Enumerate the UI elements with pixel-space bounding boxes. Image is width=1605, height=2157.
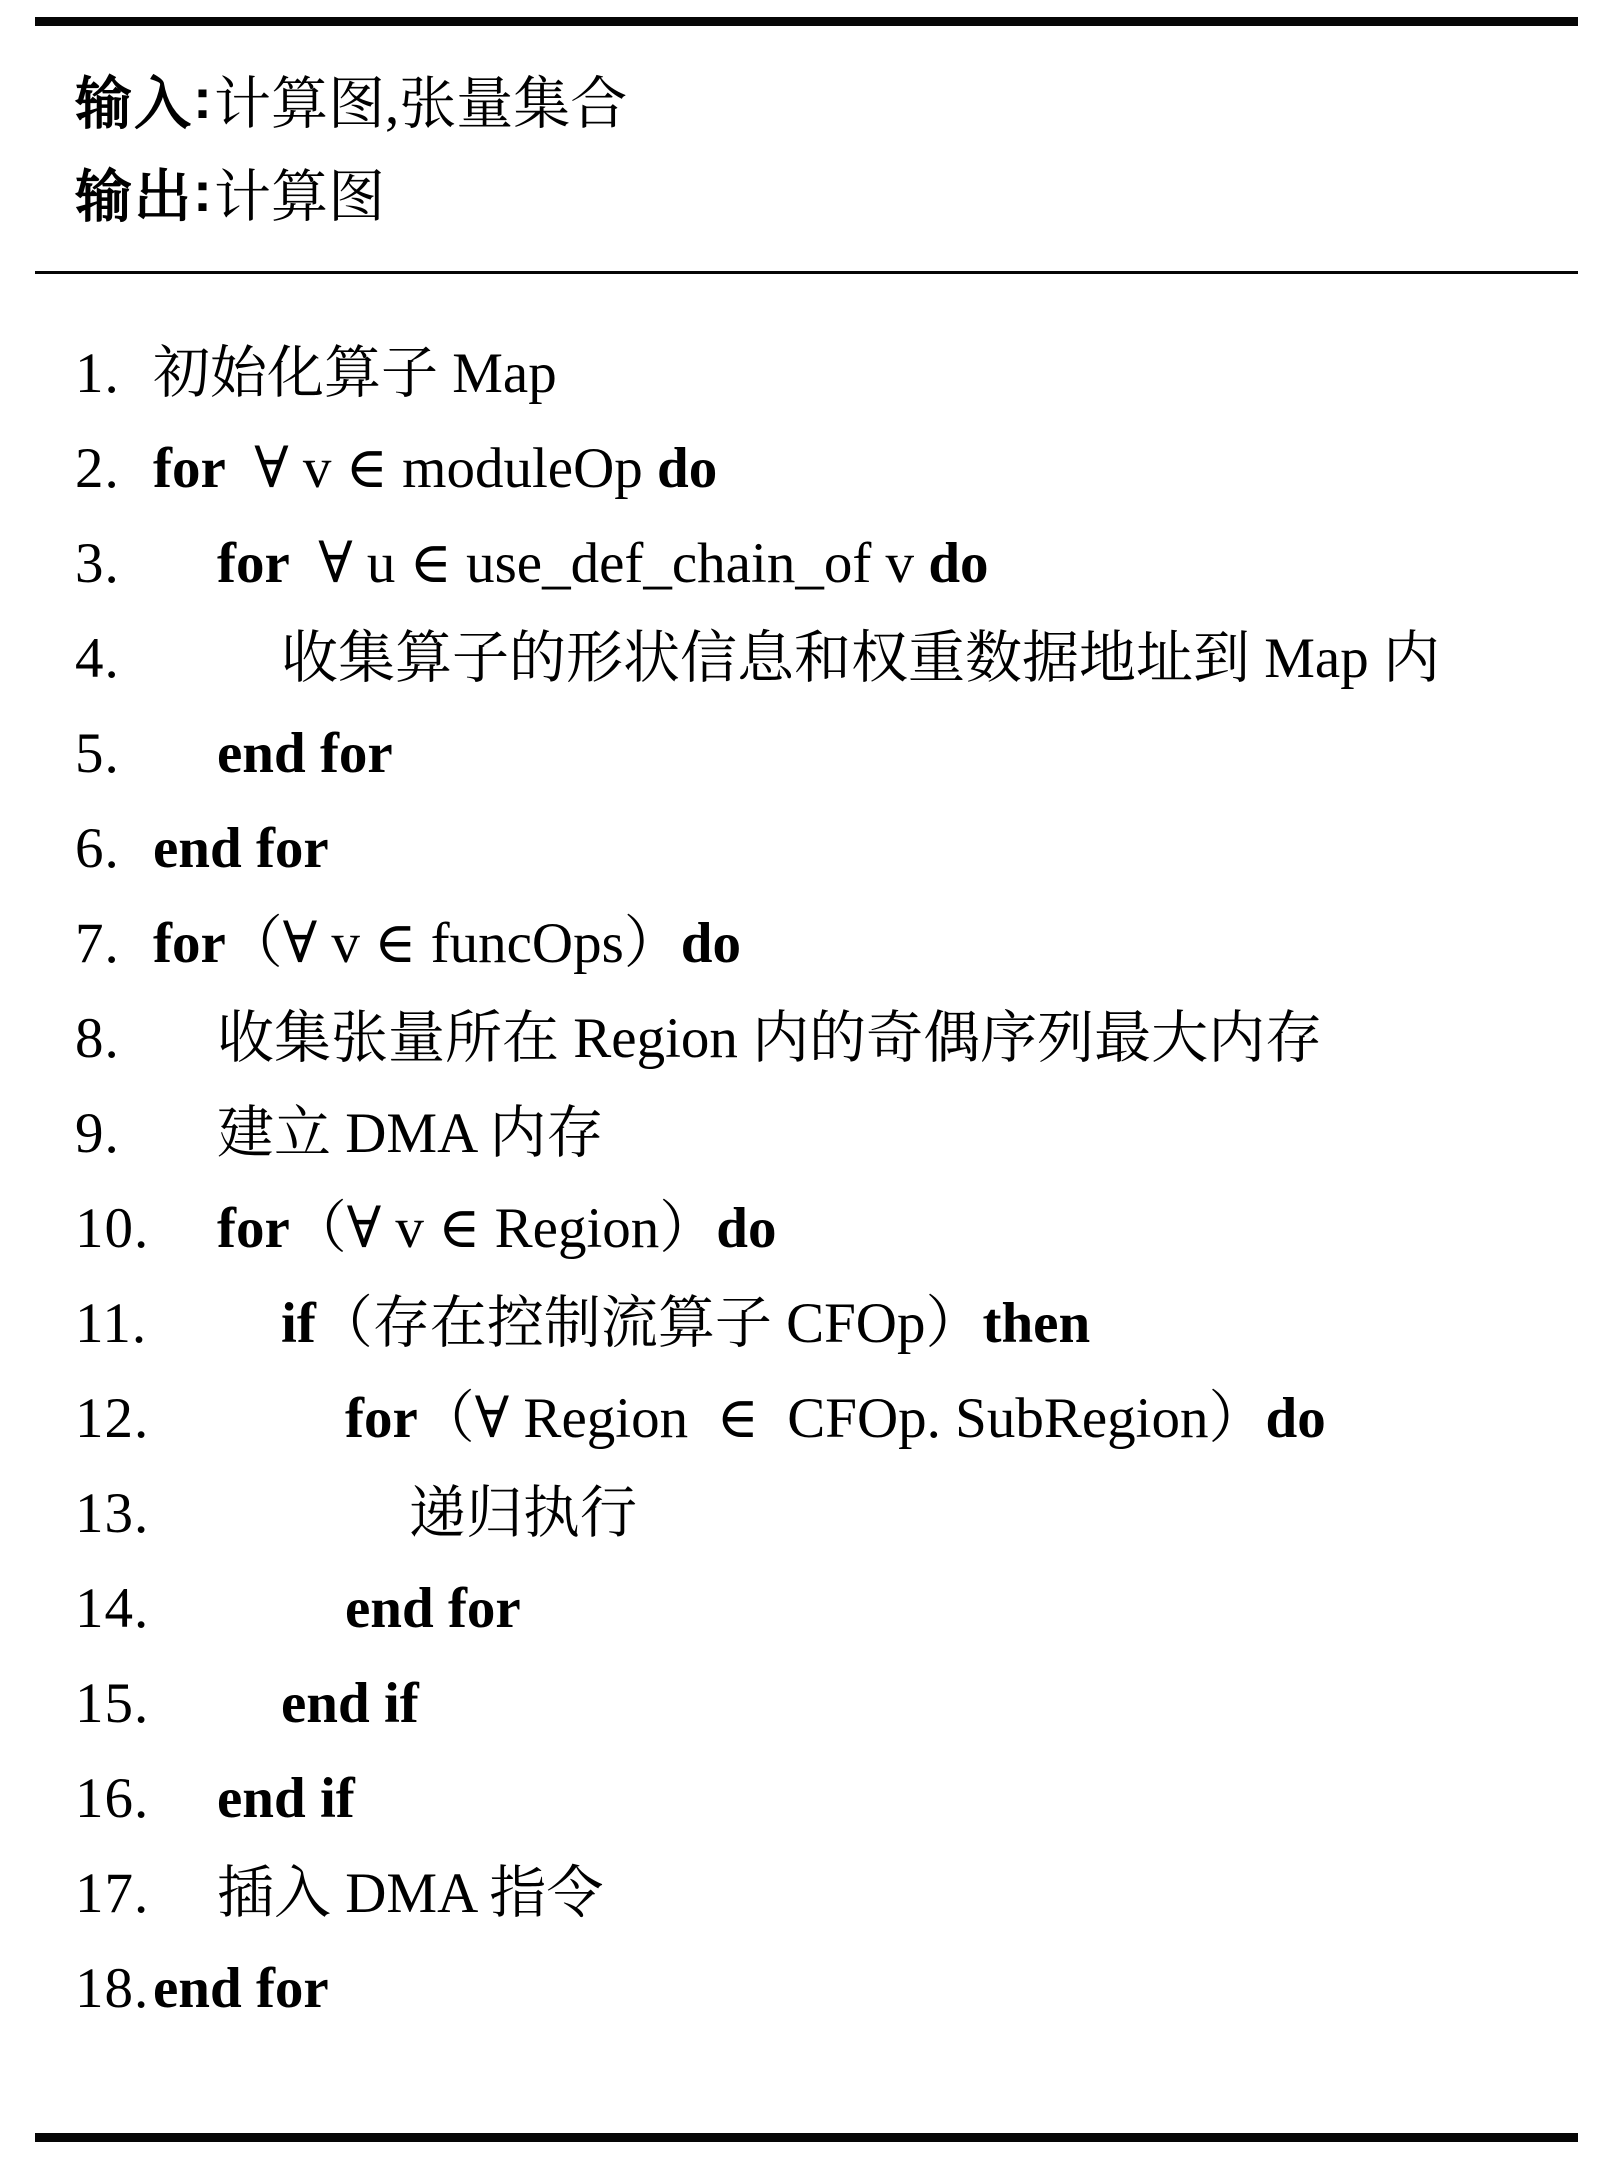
line-number: 16. <box>75 1767 150 1830</box>
line-content <box>153 896 741 991</box>
line-content <box>153 1561 521 1656</box>
keyword-segment: for <box>345 1387 418 1450</box>
line-number: 15. <box>75 1672 150 1735</box>
input-line <box>75 52 1605 145</box>
text-segment: ∀ u ∈ use_def_chain_of v <box>289 532 929 595</box>
keyword-segment: for <box>153 912 226 975</box>
algorithm-line <box>75 1561 1605 1656</box>
bottom-rule <box>35 2133 1578 2142</box>
text-segment: 初始化算子 Map <box>153 342 557 405</box>
text-segment: 收集算子的形状信息和权重数据地址到 Map 内 <box>281 627 1440 690</box>
line-content <box>153 801 329 896</box>
algorithm-line <box>75 1656 1605 1751</box>
keyword-segment: if <box>281 1292 316 1355</box>
line-number: 12. <box>75 1387 150 1450</box>
keyword-segment: end if <box>281 1672 419 1735</box>
keyword-segment: do <box>928 532 989 595</box>
line-content <box>153 421 717 516</box>
line-content <box>153 1751 355 1846</box>
keyword-segment: then <box>982 1292 1091 1355</box>
keyword-segment: do <box>716 1197 777 1260</box>
line-content <box>153 326 557 421</box>
keyword-segment: end for <box>345 1577 521 1640</box>
line-number: 9. <box>75 1102 120 1165</box>
line-content <box>153 1656 419 1751</box>
keyword-segment: end for <box>217 722 393 785</box>
line-content <box>153 1466 637 1561</box>
line-number: 3. <box>75 532 120 595</box>
line-number: 17. <box>75 1862 150 1925</box>
line-number: 10. <box>75 1197 150 1260</box>
algorithm-line <box>75 1846 1605 1941</box>
algorithm-line <box>75 991 1605 1086</box>
input-label: 输入 <box>75 71 193 136</box>
output-label: 输出 <box>75 164 193 229</box>
algorithm-line <box>75 1941 1605 2036</box>
line-content <box>153 991 1322 1086</box>
text-segment: 建立 DMA 内存 <box>217 1102 604 1165</box>
line-content <box>153 1371 1326 1466</box>
line-number: 14. <box>75 1577 150 1640</box>
line-content <box>153 1181 776 1276</box>
line-number: 2. <box>75 437 120 500</box>
algorithm-line <box>75 1086 1605 1181</box>
line-number: 18. <box>75 1957 150 2020</box>
text-segment: （∀ v ∈ funcOps） <box>225 912 681 975</box>
algorithm-line <box>75 1751 1605 1846</box>
algorithm-line <box>75 1466 1605 1561</box>
line-content <box>153 1276 1090 1371</box>
algorithm-line <box>75 706 1605 801</box>
keyword-segment: do <box>657 437 718 500</box>
output-line <box>75 145 1605 238</box>
algorithm-line <box>75 1371 1605 1466</box>
algorithm-line <box>75 516 1605 611</box>
text-segment: 插入 DMA 指令 <box>217 1862 604 1925</box>
output-value: 计算图 <box>213 165 385 229</box>
keyword-segment: do <box>680 912 741 975</box>
line-number: 5. <box>75 722 120 785</box>
line-number: 7. <box>75 912 120 975</box>
line-number: 13. <box>75 1482 150 1545</box>
keyword-segment: end if <box>217 1767 355 1830</box>
line-content <box>153 516 989 611</box>
line-number: 6. <box>75 817 120 880</box>
line-content <box>153 611 1440 706</box>
algorithm-line <box>75 896 1605 991</box>
keyword-segment: for <box>217 1197 290 1260</box>
text-segment: （∀ v ∈ Region） <box>289 1197 717 1260</box>
output-separator: : <box>193 159 214 224</box>
line-content <box>153 1086 603 1181</box>
algorithm-line <box>75 421 1605 516</box>
keyword-segment: end for <box>153 1957 329 2020</box>
algorithm-line <box>75 611 1605 706</box>
line-content <box>153 706 393 801</box>
algorithm-line <box>75 801 1605 896</box>
input-separator: : <box>193 66 214 131</box>
algorithm-header <box>0 52 1605 238</box>
top-rule <box>35 17 1578 26</box>
line-content <box>153 1846 603 1941</box>
algorithm-line <box>75 1181 1605 1276</box>
text-segment: （存在控制流算子 CFOp） <box>315 1292 983 1355</box>
algorithm-line <box>75 326 1605 421</box>
algorithm-body <box>0 274 1605 2036</box>
line-number: 4. <box>75 627 120 690</box>
text-segment: （∀ Region ∈ CFOp. SubRegion） <box>417 1387 1266 1450</box>
line-number: 1. <box>75 342 120 405</box>
algorithm-line <box>75 1276 1605 1371</box>
keyword-segment: end for <box>153 817 329 880</box>
line-content <box>153 1941 329 2036</box>
input-value: 计算图,张量集合 <box>213 72 628 136</box>
text-segment: 收集张量所在 Region 内的奇偶序列最大内存 <box>217 1007 1323 1070</box>
text-segment: 递归执行 <box>409 1482 637 1545</box>
line-number: 11. <box>75 1292 148 1355</box>
line-number: 8. <box>75 1007 120 1070</box>
keyword-segment: for <box>153 437 226 500</box>
text-segment: ∀ v ∈ moduleOp <box>225 437 658 500</box>
keyword-segment: for <box>217 532 290 595</box>
keyword-segment: do <box>1265 1387 1326 1450</box>
